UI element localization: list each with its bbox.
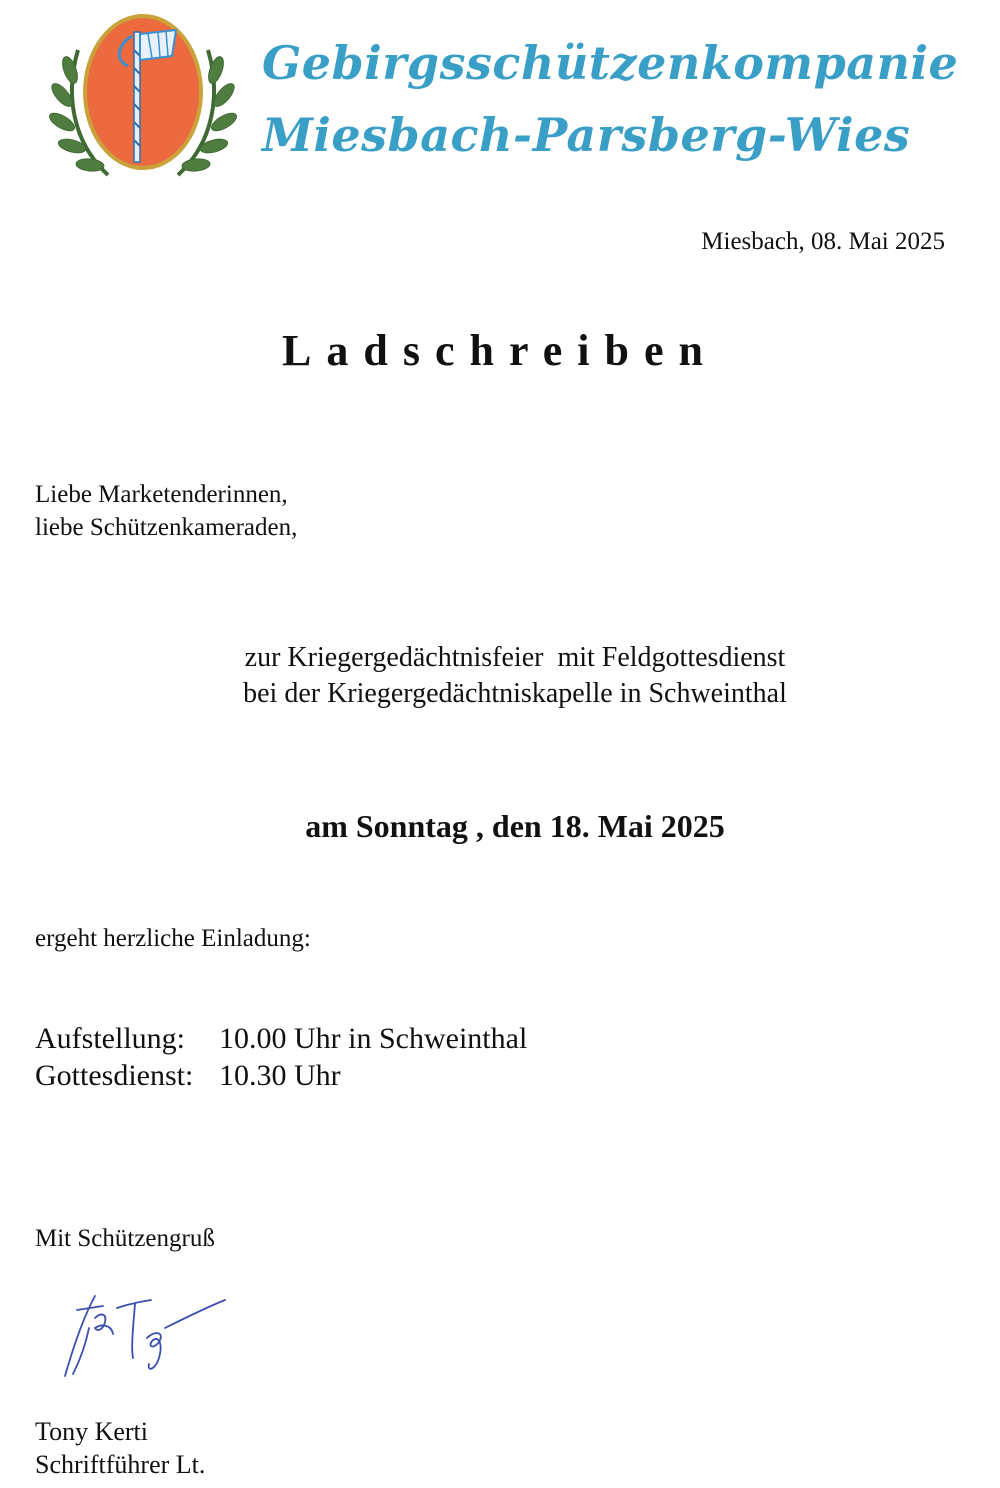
signer-block — [35, 1415, 205, 1481]
company-emblem-logo — [48, 10, 238, 182]
schedule-label: Aufstellung: — [35, 1022, 185, 1055]
signer-name: Tony Kerti — [35, 1417, 148, 1446]
organization-name-line-2: Miesbach-Parsberg-Wies — [262, 108, 911, 162]
schedule-label: Gottesdienst: — [35, 1059, 194, 1092]
closing-greeting: Mit Schützengruß — [35, 1225, 215, 1252]
signer-role: Schriftführer Lt. — [35, 1450, 206, 1479]
document-title: Ladschreiben — [282, 326, 718, 375]
schedule-value: 10.30 Uhr — [219, 1059, 341, 1092]
schedule-value: 10.00 Uhr in Schweinthal — [219, 1022, 528, 1055]
schedule — [35, 1020, 527, 1094]
salutation-line-1: Liebe Marketenderinnen, — [35, 481, 288, 508]
event-date: am Sonntag , den 18. Mai 2025 — [305, 808, 725, 844]
schedule-row — [35, 1020, 527, 1057]
occasion-line-1: zur Kriegergedächtnisfeier mit Feldgottesdienst — [244, 642, 786, 673]
salutation-line-2: liebe Schützenkameraden, — [35, 514, 298, 541]
invitation-line: ergeht herzliche Einladung: — [35, 925, 311, 952]
occasion-block — [0, 640, 1000, 712]
occasion-line-2: bei der Kriegergedächtniskapelle in Schweinthal — [243, 678, 787, 709]
salutation — [35, 478, 297, 544]
handwritten-signature — [55, 1288, 230, 1383]
schedule-row — [35, 1057, 527, 1094]
organization-name-line-1: Gebirgsschützenkompanie — [262, 36, 959, 90]
place-and-date: Miesbach, 08. Mai 2025 — [701, 228, 945, 255]
